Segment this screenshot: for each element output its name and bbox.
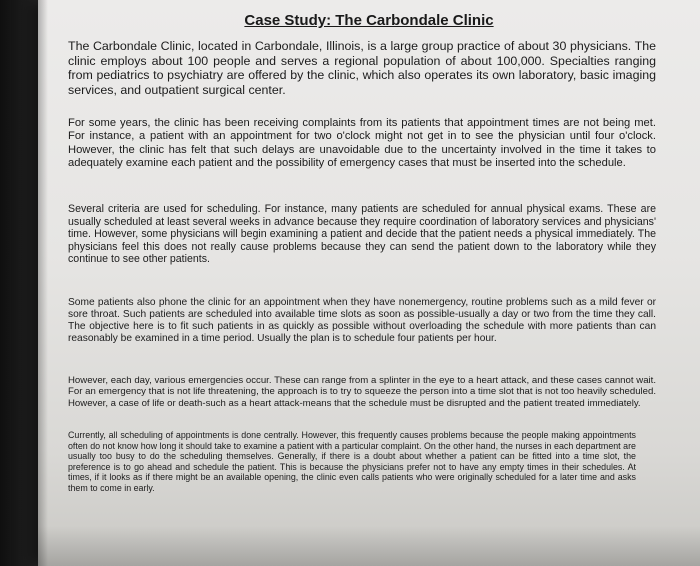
paragraph-6: Currently, all scheduling of appointments is done centrally. However, this frequently causes problems because the people making appointments often do not know how long it should take to examine a patient with a particular complaint. On the other hand, the nurses in each department are usually too busy to do the scheduling themselves. Generally, if there is a doubt about whether a patient can be fitted into a time slot, the preference is to go ahead and schedule the patient. This is because the physicians prefer not to have any empty times in their schedules. At times, if it looks as if there might be an available opening, the clinic even calls patients who were originally scheduled for a later time and asks them to come in early. [68, 430, 636, 493]
page-title: Case Study: The Carbondale Clinic [244, 12, 494, 29]
paragraph-4: Some patients also phone the clinic for an appointment when they have nonemergency, routine problems such as a mild fever or sore throat. Such patients are scheduled into available time slots as soon as possible-usually a day or two from the time they call. The objective here is to fit such patients in as quickly as possible without overloading the schedule with more patients than can reasonably be examined in a time period. Usually the plan is to schedule four patients per hour. [68, 297, 656, 344]
paragraph-1: The Carbondale Clinic, located in Carbondale, Illinois, is a large group practice of about 30 physicians. The clinic employs about 100 people and serves a regional population of about 100,000. Specialties ranging from pediatrics to psychiatry are offered by the clinic, which also operates its own laboratory, basic imaging services, and outpatient surgical center. [68, 39, 656, 97]
paragraph-3: Several criteria are used for scheduling. For instance, many patients are scheduled for annual physical exams. These are usually scheduled at least several weeks in advance because they require coordination of laboratory services and physicians' time. However, some physicians will begin examining a patient and decide that the patient needs a physical immediately. The physicians feel this does not really cause problems because they can send the patient down to the laboratory while they continue to see other patients. [68, 203, 656, 266]
paragraph-2: For some years, the clinic has been receiving complaints from its patients that appointment times are not being met. For instance, a patient with an appointment for two o'clock might not get in to see the physician until four o'clock. However, the clinic has felt that such delays are unavoidable due to the uncertainty involved in the time it takes to adequately examine each patient and the possibility of emergency cases that must be inserted into the schedule. [68, 117, 656, 170]
paragraph-5: However, each day, various emergencies occur. These can range from a splinter in the eye to a heart attack, and these cases cannot wait. For an emergency that is not life threatening, the approach is to try to squeeze the person into a time slot that is not too heavily scheduled. However, a case of life or death-such as a heart attack-means that the schedule must be disrupted and the patient treated immediately. [68, 375, 656, 409]
document-page [38, 0, 700, 566]
